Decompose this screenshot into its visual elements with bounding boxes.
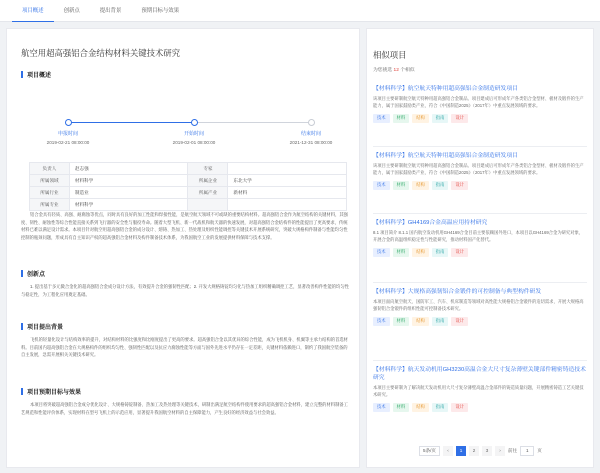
count-number: 12 [393, 68, 399, 73]
tag[interactable]: 指南 [432, 403, 449, 412]
table-row [30, 175, 347, 187]
card-title[interactable] [373, 85, 587, 93]
similar-project-card[interactable] [373, 85, 587, 123]
page-title: 航空用超高强铝合金结构材料关键技术研究 [21, 48, 181, 58]
innovation-text: 1. 提出基于多元微合金化的超高强铝合金成分设计方法，有效提升合金的强韧性匹配；2. 开发大规格铸锭均匀化与热加工组织精确调控工艺，显著改善构件性能的均匀性与稳定性，为工程化应用奠定基础。 [21, 284, 349, 297]
tag[interactable]: 材料 [393, 248, 410, 257]
timeline-date-start: 2019-02-01 08:00:00 [172, 140, 216, 145]
card-description: 该项目主要研制航空航天特种用超高强铝合金制品。项目建成后可形成年产各类铝合金型材、板材及锻件的生产能力，属于国家鼓励类产业，符合《中国制造2025》（2017年）中重点发展领域的要求。 [373, 96, 584, 109]
tag[interactable]: 结构 [412, 181, 429, 190]
tag[interactable]: 技术 [373, 181, 390, 190]
card-tags [373, 248, 587, 257]
info-value: 制造业 [69, 187, 188, 199]
section-background-title: 项目提出背景 [27, 325, 64, 331]
project-timeline [21, 119, 347, 153]
section-goals-heading [21, 387, 81, 396]
tag[interactable]: 材料 [393, 403, 410, 412]
info-value [228, 199, 347, 211]
timeline-date-apply: 2019-02-21 08:00:00 [46, 140, 90, 145]
card-description: 该项目主要研制航空航天特种用超高强铝合金制品。项目建成后可形成年产各类铝合金型材、板材及锻件的生产能力，属于国家鼓励类产业，符合《中国制造2025》（2017年）中重点发展领域的要求。 [373, 163, 584, 176]
timeline-dot-apply [65, 119, 72, 126]
section-marker [21, 270, 23, 277]
card-title-text: 航天发动机用GH3230高温合金大尺寸复杂薄壁关键部件精密铸造技术研究 [373, 367, 586, 381]
page-scrollbar[interactable] [596, 22, 600, 473]
timeline-label-end: 结束时间 [300, 131, 321, 137]
tag[interactable]: 结构 [412, 248, 429, 257]
tag[interactable]: 技术 [373, 403, 390, 412]
info-key: 负责人 [30, 163, 70, 175]
similar-project-card[interactable] [373, 152, 587, 190]
tag[interactable]: 指南 [432, 181, 449, 190]
timeline-line-pending [194, 122, 308, 123]
tab-overview[interactable]: 项目概述 [12, 0, 54, 22]
project-info-table [29, 162, 347, 211]
tag[interactable]: 设计 [451, 114, 468, 123]
card-description: 本项目面向航空航天、国防军工、汽车、机床制造等领域对高性能大规格铝合金锻件的迫切需求，开展大规格高强韧铝合金锻件的组织性能可控制备技术研究。 [373, 299, 584, 312]
tag[interactable]: 材料 [393, 114, 410, 123]
card-tags [373, 181, 587, 190]
overview-text: 铝合金具有轻质、高强、耐腐蚀等优点，同时具有良好的加工性能和焊接性能，是航空航天领域不可或缺的重要结构材料。超高强铝合金作为航空结构的关键材料，其强度、韧性、耐蚀性等综合性能直接关系到飞行器的安全性与服役寿命。随着大型飞机、新一代战机和航天器的快速发展，对超高强铝合金结构件的性能提出了更高要求，传统材料已难以满足设计需求。本项目针对航空用超高强铝合金的成分设计、熔铸、热加工、热处理及组织性能调控等关键技术开展系统研究，突破大规格构件制备与性能均匀性控制的瓶颈问题，形成具有自主知识产权的超高强铝合金材料及构件制备技术体系，为我国航空工业的发展提供材料保障与技术支撑。 [21, 212, 348, 240]
count-suffix: 个相似 [400, 68, 415, 73]
divider [373, 282, 587, 283]
card-category: 【材料科学】 [373, 367, 408, 373]
card-title[interactable] [373, 366, 587, 382]
info-value: 材料科学 [69, 175, 188, 187]
card-category: 【材料科学】 [373, 86, 408, 92]
goto-suffix: 页 [537, 448, 542, 453]
timeline-label-start: 开始时间 [183, 131, 204, 137]
info-value [228, 163, 347, 175]
card-category: 【材料科学】 [373, 289, 408, 295]
similar-project-card[interactable] [373, 288, 587, 326]
tab-innovation[interactable]: 创新点 [63, 7, 80, 14]
project-detail-panel [6, 28, 360, 468]
info-key: 所属企业 [188, 175, 228, 187]
info-key: 所属行业 [30, 187, 70, 199]
tab-goals[interactable]: 预期目标与效果 [141, 7, 180, 14]
section-marker [21, 323, 23, 330]
divider [373, 146, 587, 147]
info-key: 所属领域 [30, 175, 70, 187]
card-title-text: 航空航天特种用超高强铝合金制造研发项目 [407, 153, 518, 159]
card-description: 本项目主要研制为了解决航天发动机用大尺寸复杂薄壁高温合金部件的铸造质量问题，开展精密铸造工艺关键技术研究。 [373, 385, 584, 398]
section-background-heading [21, 322, 63, 331]
table-row [30, 187, 347, 199]
similar-projects-title: 相似项目 [373, 50, 407, 60]
page-button[interactable]: 3 [482, 446, 492, 456]
divider [373, 213, 587, 214]
card-tags [373, 317, 587, 326]
tag[interactable]: 指南 [432, 248, 449, 257]
info-key: 专家 [188, 163, 228, 175]
info-value: 材料科学 [69, 199, 188, 211]
similar-project-card[interactable] [373, 366, 587, 412]
tag[interactable]: 结构 [412, 403, 429, 412]
tag[interactable]: 设计 [451, 248, 468, 257]
timeline-dot-start [191, 119, 198, 126]
card-title-text: 大规格高强韧铝合金锻件的可控制备与典型构件研发 [407, 289, 542, 295]
tag[interactable]: 设计 [451, 317, 468, 326]
card-category: 【材料科学】 [373, 153, 408, 159]
card-category: 【材料科学】 [373, 220, 408, 226]
table-row [30, 199, 347, 211]
tag[interactable]: 技术 [373, 317, 390, 326]
similar-projects-panel [366, 28, 594, 468]
section-marker [21, 388, 23, 395]
page-button[interactable]: 2 [469, 446, 479, 456]
tag[interactable]: 技术 [373, 114, 390, 123]
tag[interactable]: 材料 [393, 181, 410, 190]
card-title[interactable] [373, 288, 587, 296]
section-overview-title: 项目概述 [27, 73, 52, 79]
card-title[interactable] [373, 219, 587, 227]
timeline-line-done [69, 122, 194, 123]
divider [373, 360, 587, 361]
page-button[interactable]: 1 [456, 446, 466, 456]
tab-background[interactable]: 提出背景 [99, 7, 122, 14]
goals-text: 本项目将突破超高强铝合金成分优化设计、大规格铸锭制备、热加工及热处理等关键技术，研制出满足航空结构件使用要求的超高强铝合金材料，建立完整的材料制备工艺规范和性能评价体系，实现材料在型号飞机上的示范应用，显著提升我国航空材料的自主保障能力，产生良好的经济效益与社会效益。 [21, 402, 348, 415]
timeline-label-apply: 申报时间 [57, 131, 78, 137]
info-key: 所属专业 [30, 199, 70, 211]
next-page-button[interactable]: › [495, 446, 505, 456]
section-overview-heading [21, 70, 51, 79]
goto-page-input[interactable]: 1 [520, 446, 534, 456]
card-tags [373, 114, 587, 123]
section-goals-title: 项目预期目标与效果 [27, 390, 82, 396]
page-size-select[interactable]: 5条/页 [419, 446, 440, 456]
card-tags [373, 403, 587, 412]
tag[interactable]: 结构 [412, 317, 429, 326]
tag[interactable]: 指南 [432, 114, 449, 123]
background-text: 飞机的轻量化设计与结构效率的提升，对结构材料的比强度和比刚度提出了更高的要求。超高强铝合金以其优异的综合性能，成为飞机机身、机翼等主承力结构的首选材料。目前国内超高强铝合金在大规格构件的组织均匀性、强韧性匹配以及抗应力腐蚀性能等方面与国外先进水平仍存在一定差距，关键材料依赖进口，制约了我国航空装备的自主发展，急需开展相关关键技术研究。 [21, 337, 348, 358]
tag[interactable]: 技术 [373, 248, 390, 257]
info-key: 所属产业 [188, 187, 228, 199]
tag[interactable]: 设计 [451, 403, 468, 412]
table-row [30, 163, 347, 175]
section-innovation-title: 创新点 [27, 272, 46, 278]
info-key [188, 199, 228, 211]
section-innovation-heading [21, 269, 45, 278]
card-title[interactable] [373, 152, 587, 160]
tag[interactable]: 设计 [451, 181, 468, 190]
timeline-date-end: 2021-12-31 08:00:00 [289, 140, 333, 145]
info-value: 新材料 [228, 187, 347, 199]
tab-bar [0, 0, 600, 22]
similar-project-card[interactable] [373, 219, 587, 257]
tag[interactable]: 材料 [393, 317, 410, 326]
card-title-text: 航空航天特种用超高强铝合金制造研发项目 [407, 86, 518, 92]
pagination [373, 445, 587, 457]
tag[interactable]: 结构 [412, 114, 429, 123]
goto-label: 前往 [508, 448, 518, 453]
section-marker [21, 71, 23, 78]
info-value: 东北大学 [228, 175, 347, 187]
card-description: 8.1 项目简介 8.1.1 国内航空发动机用GH4169合金目前主要依赖国外进口，本项目以GH4169合金为研究对象，开展合金的高温组织稳定性与性能研究，推动材料国产化替代。 [373, 230, 584, 243]
card-title-text: GH4169合金高温应用持材研究 [407, 220, 488, 226]
timeline-dot-end [308, 119, 315, 126]
info-value: 赵志强 [69, 163, 188, 175]
prev-page-button[interactable]: ‹ [443, 446, 453, 456]
similar-projects-count [373, 66, 415, 73]
tag[interactable]: 指南 [432, 317, 449, 326]
count-prefix: 为您挑选 [373, 68, 393, 73]
